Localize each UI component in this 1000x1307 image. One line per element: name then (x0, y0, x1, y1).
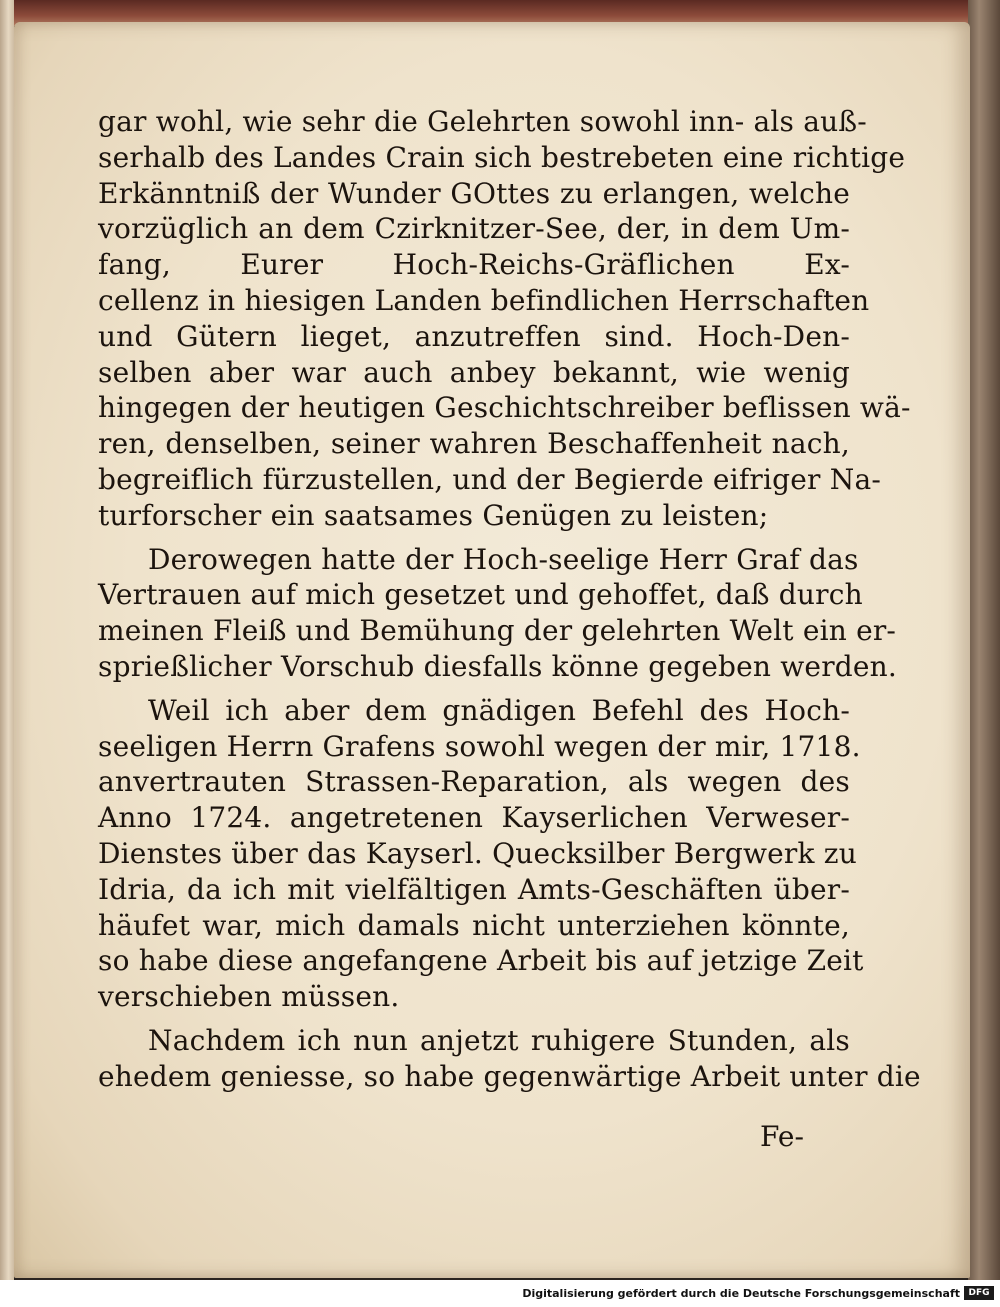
text-line: vorzüglich an dem Czirknitzer-See, der, in dem Um- (98, 212, 850, 246)
text-line: ren, denselben, seiner wahren Beschaffenheit nach, (98, 427, 850, 461)
text-line: Erkänntniß der Wunder GOttes zu erlangen, welche (98, 176, 850, 210)
book-left-edge (0, 0, 14, 1280)
paragraph-gap (98, 1015, 850, 1023)
text-line: häufet war, mich damals nicht unterziehen könnte, (98, 908, 850, 942)
text-line: fang, Eurer Hoch-Reichs-Gräflichen Ex- (98, 248, 850, 282)
text-line: Idria, da ich mit vielfältigen Amts-Geschäften über- (98, 872, 850, 906)
text-line: Weil ich aber dem gnädigen Befehl des Hoch- (148, 693, 850, 727)
book-right-edge (968, 0, 1000, 1280)
text-line: anvertrauten Strassen-Reparation, als wegen des (98, 765, 850, 799)
text-line: begreiflich fürzustellen, und der Begierde eifriger Na- (98, 462, 881, 496)
text-line: sprießlicher Vorschub diesfalls könne gegeben werden. (98, 649, 898, 683)
paragraph-gap (98, 685, 850, 693)
dfg-logo-icon: DFG (964, 1286, 994, 1300)
text-line: verschieben müssen. (98, 980, 400, 1014)
footer-credit: Digitalisierung gefördert durch die Deutsche Forschungsgemeinschaft (522, 1287, 960, 1300)
text-line: turforscher ein saatsames Genügen zu leisten; (98, 498, 769, 532)
text-line: so habe diese angefangene Arbeit bis auf jetzige Zeit (98, 944, 864, 978)
text-line: seeligen Herrn Grafens sowohl wegen der mir, 1718. (98, 729, 861, 763)
paragraph-gap (98, 534, 850, 542)
text-line: meinen Fleiß und Bemühung der gelehrten Welt ein er- (98, 614, 897, 648)
text-line: cellenz in hiesigen Landen befindlichen Herrschaften (98, 283, 870, 317)
text-line: gar wohl, wie sehr die Gelehrten sowohl inn- als auß- (98, 105, 867, 138)
text-line: und Gütern lieget, anzutreffen sind. Hoch-Den- (98, 319, 850, 353)
text-line: selben aber war auch anbey bekannt, wie wenig (98, 355, 850, 389)
text-line: Derowegen hatte der Hoch-seelige Herr Graf das (148, 542, 859, 576)
text-line: Anno 1724. angetretenen Kayserlichen Verweser- (98, 801, 850, 835)
text-line: hingegen der heutigen Geschichtschreiber beflissen wä- (98, 391, 911, 425)
text-line: Nachdem ich nun anjetzt ruhigere Stunden, als (148, 1023, 850, 1057)
text-line: Dienstes über das Kayserl. Quecksilber Bergwerk zu (98, 836, 857, 870)
text-line: ehedem geniesse, so habe gegenwärtige Arbeit unter die (98, 1059, 921, 1093)
catchword: Fe- (760, 1120, 804, 1153)
digitization-footer (0, 1280, 1000, 1307)
text-line: Vertrauen auf mich gesetzet und gehoffet, daß durch (98, 578, 863, 612)
text-line: serhalb des Landes Crain sich bestrebeten eine richtige (98, 140, 906, 174)
page-text-block (98, 104, 921, 1095)
